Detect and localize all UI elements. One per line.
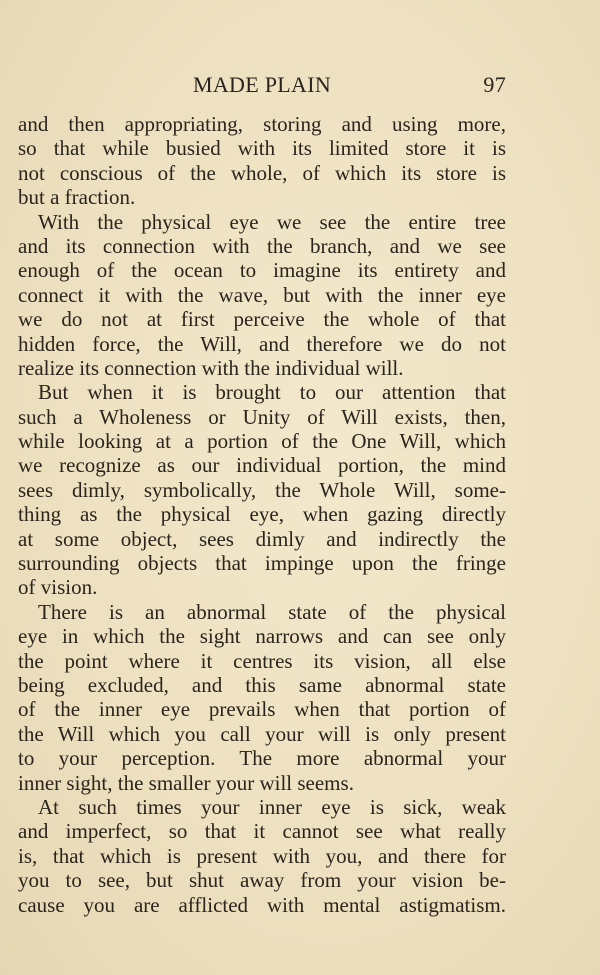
page-number: 97 bbox=[483, 72, 506, 97]
text-line: At such times your inner eye is sick, weak bbox=[38, 794, 506, 819]
text-line: to your perception. The more abnormal your bbox=[18, 746, 506, 771]
body-text bbox=[18, 112, 506, 917]
text-line: is, that which is present with you, and there for bbox=[18, 843, 506, 868]
text-line: thing as the physical eye, when gazing directly bbox=[18, 502, 506, 527]
text-line: hidden force, the Will, and therefore we do not bbox=[18, 331, 506, 356]
text-line: surrounding objects that impinge upon the fringe bbox=[18, 551, 506, 576]
running-title: MADE PLAIN bbox=[192, 72, 332, 97]
text-line: enough of the ocean to imagine its entirety and bbox=[18, 258, 506, 283]
text-line: at some object, sees dimly and indirectly the bbox=[18, 526, 506, 551]
text-line: we do not at first perceive the whole of that bbox=[18, 307, 506, 332]
running-head bbox=[18, 70, 506, 100]
text-line: the Will which you call your will is only present bbox=[18, 721, 506, 746]
text-line: while looking at a portion of the One Will, which bbox=[18, 429, 506, 454]
text-line: There is an abnormal state of the physical bbox=[38, 599, 506, 624]
text-line: the point where it centres its vision, all else bbox=[18, 648, 506, 673]
text-line: inner sight, the smaller your will seems. bbox=[18, 770, 354, 795]
text-line: eye in which the sight narrows and can see only bbox=[18, 624, 506, 649]
text-line: you to see, but shut away from your vision be- bbox=[18, 868, 506, 893]
text-line: realize its connection with the individual will. bbox=[18, 355, 404, 380]
text-line: cause you are afflicted with mental astigmatism. bbox=[18, 892, 506, 917]
text-line: not conscious of the whole, of which its store is bbox=[18, 160, 506, 185]
text-line: of the inner eye prevails when that portion of bbox=[18, 697, 506, 722]
text-line: of vision. bbox=[18, 575, 98, 600]
text-line: But when it is brought to our attention that bbox=[38, 380, 506, 405]
text-line: so that while busied with its limited store it is bbox=[18, 136, 506, 161]
text-line: and then appropriating, storing and using more, bbox=[18, 112, 506, 136]
text-line: With the physical eye we see the entire tree bbox=[38, 209, 506, 234]
text-line: we recognize as our individual portion, the mind bbox=[18, 453, 506, 478]
text-line: being excluded, and this same abnormal state bbox=[18, 672, 506, 697]
text-line: and its connection with the branch, and we see bbox=[18, 233, 506, 258]
text-line: sees dimly, symbolically, the Whole Will, some- bbox=[18, 477, 506, 502]
text-line: and imperfect, so that it cannot see what really bbox=[18, 819, 506, 844]
text-line: connect it with the wave, but with the inner eye bbox=[18, 282, 506, 307]
text-line: but a fraction. bbox=[18, 185, 136, 210]
text-line: such a Wholeness or Unity of Will exists, then, bbox=[18, 404, 506, 429]
